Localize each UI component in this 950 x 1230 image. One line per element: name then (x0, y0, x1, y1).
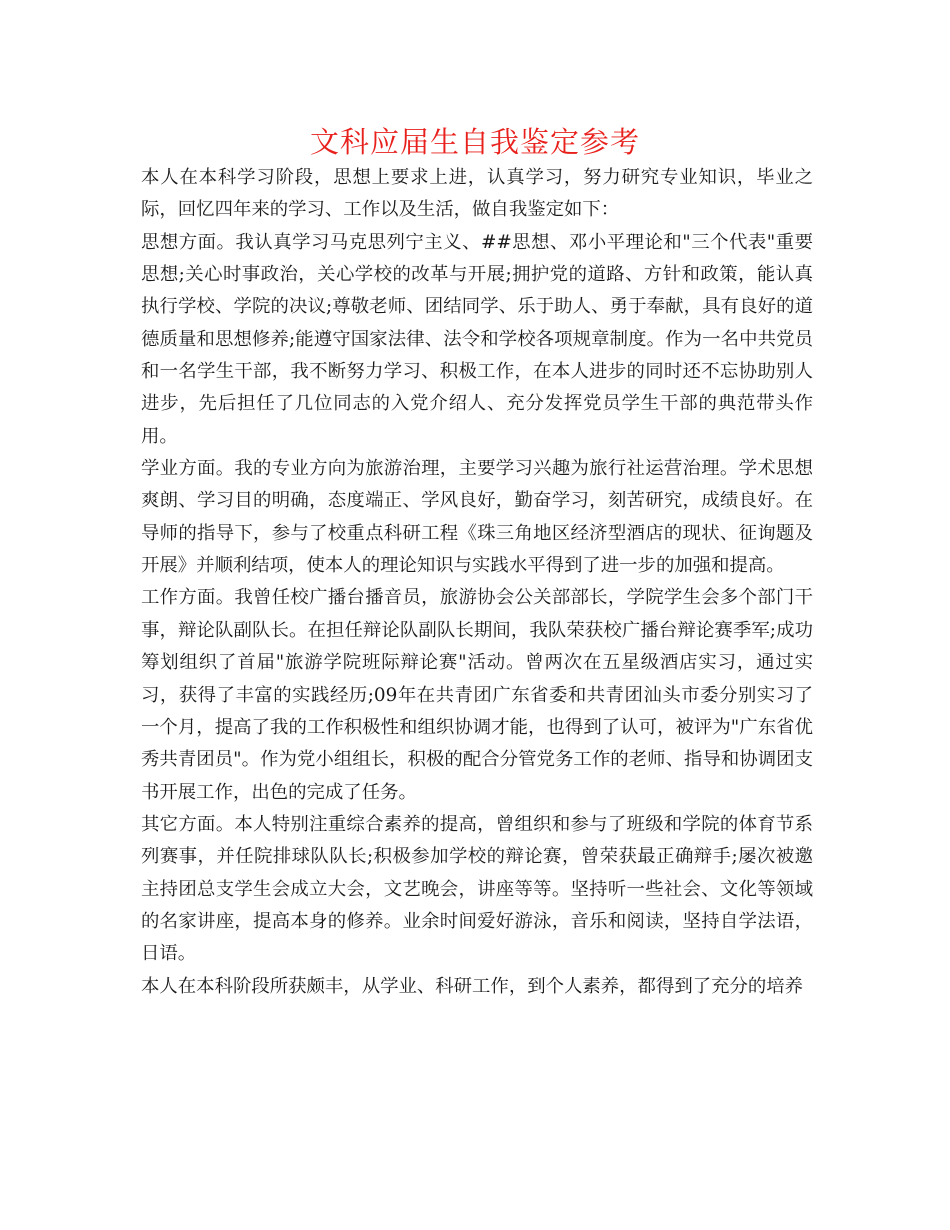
paragraph-other: 其它方面。本人特别注重综合素养的提高，曾组织和参与了班级和学院的体育节系列赛事，并任院排球队队长;积极参加学校的辩论赛，曾荣获最正确辩手;屡次被邀主持团总支学生会成立大会，文艺晚会，讲座等等。坚持听一些社会、文化等领域的名家讲座，提高本身的修养。业余时间爱好游泳，音乐和阅读，坚持自学法语，日语。 (141, 813, 813, 965)
document-body (141, 162, 813, 1003)
paragraph-intro: 本人在本科学习阶段，思想上要求上进，认真学习，努力研究专业知识，毕业之际，回忆四年来的学习、工作以及生活，做自我鉴定如下： (141, 167, 813, 221)
paragraph-academics: 学业方面。我的专业方向为旅游治理，主要学习兴趣为旅行社运营治理。学术思想爽朗、学习目的明确，态度端正、学风良好，勤奋学习，刻苦研究，成绩良好。在导师的指导下，参与了校重点科研工程《珠三角地区经济型酒店的现状、征询题及开展》并顺利结项，使本人的理论知识与实践水平得到了进一步的加强和提高。 (141, 458, 813, 577)
paragraph-summary: 本人在本科阶段所获颇丰，从学业、科研工作，到个人素养，都得到了充分的培养 (141, 975, 804, 997)
paragraph-ideology: 思想方面。我认真学习马克思列宁主义、##思想、邓小平理论和"三个代表"重要思想;关心时事政治，关心学校的改革与开展;拥护党的道路、方针和政策，能认真执行学校、学院的决议;尊敬老师、团结同学、乐于助人、勇于奉献，具有良好的道德质量和思想修养;能遵守国家法律、法令和学校各项规章制度。作为一名中共党员和一名学生干部，我不断努力学习、积极工作，在本人进步的同时还不忘协助别人进步，先后担任了几位同志的入党介绍人、充分发挥党员学生干部的典范带头作用。 (141, 231, 813, 447)
paragraph-work: 工作方面。我曾任校广播台播音员，旅游协会公关部部长，学院学生会多个部门干事，辩论队副队长。在担任辩论队副队长期间，我队荣获校广播台辩论赛季军;成功筹划组织了首届"旅游学院班际辩论赛"活动。曾两次在五星级酒店实习，通过实习，获得了丰富的实践经历;09年在共青团广东省委和共青团汕头市委分别实习了一个月，提高了我的工作积极性和组织协调才能，也得到了认可，被评为"广东省优秀共青团员"。作为党小组组长，积极的配合分管党务工作的老师、指导和协调团支书开展工作，出色的完成了任务。 (141, 587, 813, 803)
document-title: 文科应届生自我鉴定参考 (309, 125, 640, 159)
